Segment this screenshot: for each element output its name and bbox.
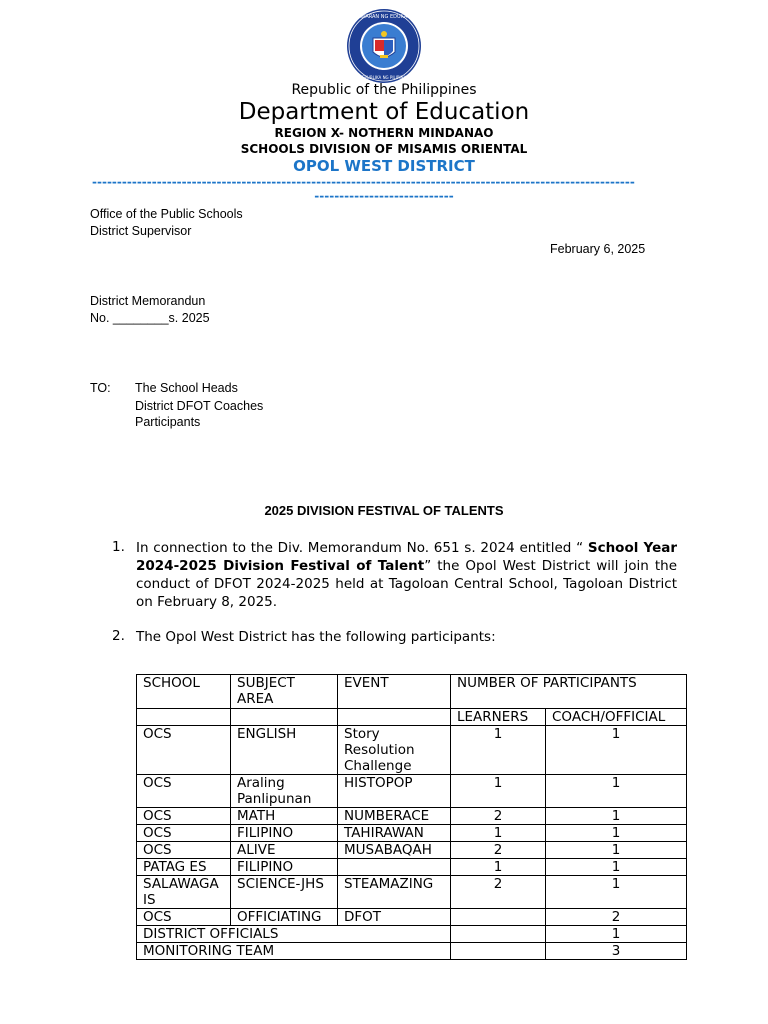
table-row (137, 825, 687, 842)
cell-coach: 1 (546, 808, 687, 825)
seal-text: KAGAWARAN NG EDUKASYON (347, 14, 421, 20)
header-coach-official: COACH/OFFICIAL (546, 709, 687, 726)
cell-event (338, 859, 451, 876)
cell-learners: 2 (451, 808, 546, 825)
header-divider: ------------------------------------------------------------------------------------------------------------- (92, 175, 635, 189)
cell-event: HISTOPOP (338, 775, 451, 808)
table-row (137, 726, 687, 775)
header-divider-continued: ---------------------------- (314, 189, 454, 203)
recipient: Participants (135, 415, 201, 429)
header-number-of-participants: NUMBER OF PARTICIPANTS (451, 675, 687, 709)
recipient: District DFOT Coaches (135, 399, 264, 413)
table-row (137, 909, 687, 926)
cell-subject: OFFICIATING (231, 909, 338, 926)
cell-event: Story Resolution Challenge (338, 726, 451, 775)
table-total-row (137, 926, 687, 943)
cell-learners (451, 909, 546, 926)
district-heading: OPOL WEST DISTRICT (293, 157, 475, 175)
memo-number: No. ________s. 2025 (90, 311, 210, 325)
table-total-row (137, 943, 687, 960)
seal-text-bottom: REPUBLIKA NG PILIPINAS (359, 75, 409, 80)
cell-school: OCS (137, 775, 231, 808)
table-header-row (137, 675, 687, 709)
office-line-2: District Supervisor (90, 224, 192, 238)
memo-title: 2025 DIVISION FESTIVAL OF TALENTS (264, 503, 504, 518)
cell-coach: 1 (546, 775, 687, 808)
to-label: TO: (90, 381, 111, 395)
table-row (137, 842, 687, 859)
republic-heading: Republic of the Philippines (291, 82, 477, 98)
office-line-1: Office of the Public Schools (90, 207, 243, 221)
cell-school: OCS (137, 825, 231, 842)
cell-coach: 1 (546, 726, 687, 775)
cell-event: MUSABAQAH (338, 842, 451, 859)
cell-subject: MATH (231, 808, 338, 825)
memo-date: February 6, 2025 (550, 242, 646, 256)
cell-school: OCS (137, 808, 231, 825)
cell-event: TAHIRAWAN (338, 825, 451, 842)
cell-event: NUMBERACE (338, 808, 451, 825)
cell-coach: 2 (546, 909, 687, 926)
paragraph-number: 2. (112, 628, 125, 644)
department-heading: Department of Education (238, 99, 530, 125)
cell-subject: SCIENCE-JHS (231, 876, 338, 909)
cell-learners: 1 (451, 726, 546, 775)
cell-coach: 1 (546, 842, 687, 859)
cell-total-coach: 3 (546, 943, 687, 960)
cell-event: DFOT (338, 909, 451, 926)
cell-subject: FILIPINO (231, 859, 338, 876)
cell-learners: 2 (451, 842, 546, 859)
table-row (137, 808, 687, 825)
cell-total-label: MONITORING TEAM (137, 943, 451, 960)
header-school: SCHOOL (137, 675, 231, 709)
cell-school: OCS (137, 842, 231, 859)
table-row (137, 876, 687, 909)
cell-coach: 1 (546, 825, 687, 842)
cell-learners: 1 (451, 859, 546, 876)
cell-learners: 1 (451, 775, 546, 808)
memo-type: District Memorandun (90, 294, 206, 308)
cell-subject: FILIPINO (231, 825, 338, 842)
cell-school: OCS (137, 726, 231, 775)
cell-learners: 2 (451, 876, 546, 909)
deped-seal-icon (346, 8, 422, 84)
cell-subject: ENGLISH (231, 726, 338, 775)
table-subheader-row (137, 709, 687, 726)
cell-learners: 1 (451, 825, 546, 842)
cell-coach: 1 (546, 876, 687, 909)
region-heading: REGION X- NOTHERN MINDANAO (274, 126, 494, 140)
header-event: EVENT (338, 675, 451, 709)
paragraph-1: In connection to the Div. Memorandum No. 651 s. 2024 entitled “ School Year 2024-2025 Division Festival of Talent” the Opol West District will join the conduct of DFOT 2024-2025 held at Tagoloan Central School, Tagoloan District on February 8, 2025. (136, 540, 677, 610)
participants-table (136, 674, 687, 960)
cell-coach: 1 (546, 859, 687, 876)
table-row (137, 775, 687, 808)
cell-school: SALAWAGA IS (137, 876, 231, 909)
header-learners: LEARNERS (451, 709, 546, 726)
division-heading: SCHOOLS DIVISION OF MISAMIS ORIENTAL (240, 142, 528, 156)
paragraph-number: 1. (112, 539, 125, 555)
cell-school: OCS (137, 909, 231, 926)
cell-subject: ALIVE (231, 842, 338, 859)
cell-subject: Araling Panlipunan (231, 775, 338, 808)
cell-total-coach: 1 (546, 926, 687, 943)
recipient: The School Heads (135, 381, 238, 395)
cell-total-label: DISTRICT OFFICIALS (137, 926, 451, 943)
table-row (137, 859, 687, 876)
paragraph-2: The Opol West District has the following participants: (136, 629, 496, 645)
cell-school: PATAG ES (137, 859, 231, 876)
cell-event: STEAMAZING (338, 876, 451, 909)
header-subject-area: SUBJECT AREA (231, 675, 338, 709)
